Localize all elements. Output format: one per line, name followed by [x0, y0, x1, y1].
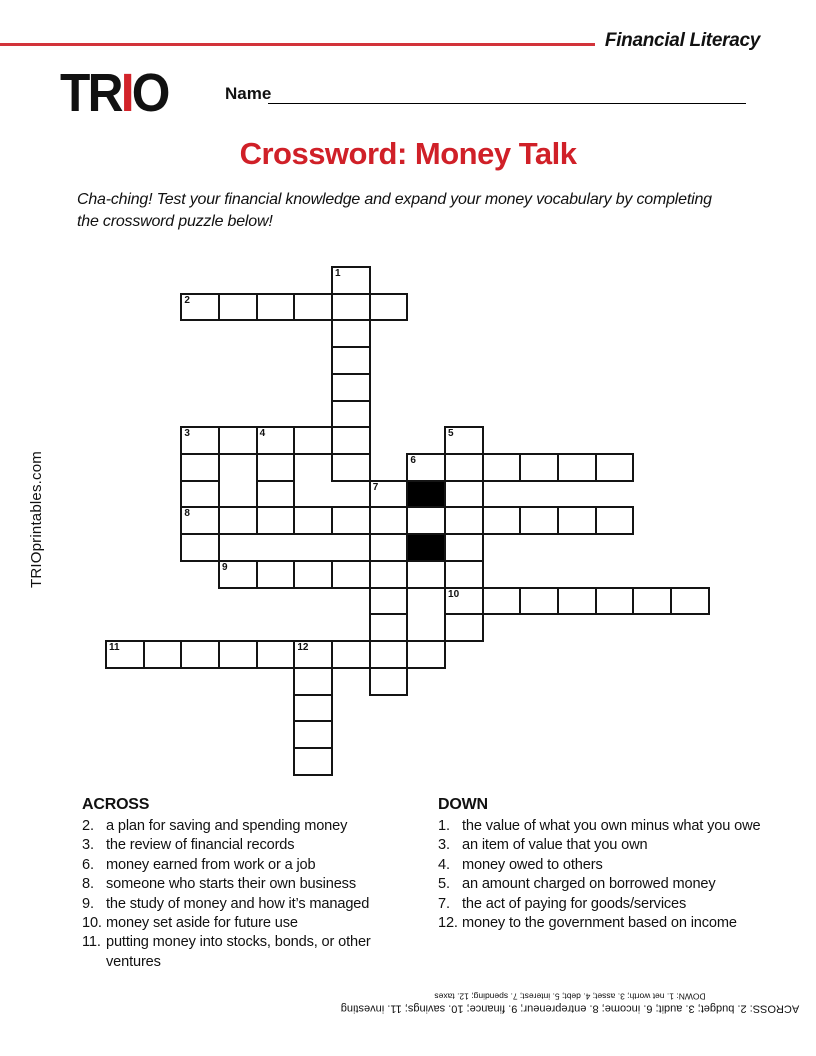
grid-cell[interactable]	[256, 640, 296, 669]
grid-cell[interactable]	[143, 640, 183, 669]
grid-cell[interactable]	[406, 453, 446, 482]
grid-cell[interactable]	[444, 506, 484, 535]
grid-cell[interactable]	[293, 640, 333, 669]
grid-cell[interactable]	[331, 373, 371, 402]
grid-cell[interactable]	[519, 587, 559, 616]
grid-cell[interactable]	[331, 426, 371, 455]
grid-cell-number: 9	[222, 561, 228, 573]
grid-cell[interactable]	[632, 587, 672, 616]
grid-cell[interactable]	[331, 640, 371, 669]
grid-cell[interactable]	[331, 560, 371, 589]
grid-cell-number: 3	[184, 428, 190, 440]
grid-cell[interactable]	[293, 747, 333, 776]
grid-cell[interactable]	[180, 640, 220, 669]
grid-cell[interactable]	[331, 400, 371, 429]
grid-cell[interactable]	[293, 506, 333, 535]
grid-cell[interactable]	[369, 613, 409, 642]
grid-cell-number: 1	[335, 268, 341, 279]
grid-cell[interactable]	[444, 560, 484, 589]
grid-cell-number: 2	[184, 294, 190, 306]
grid-cell[interactable]	[369, 533, 409, 562]
clue-item	[438, 817, 778, 836]
grid-cell-number: 12	[297, 642, 309, 654]
grid-cell-number: 6	[410, 455, 416, 467]
down-header: DOWN	[438, 796, 488, 813]
grid-cell[interactable]	[180, 453, 220, 482]
grid-cell[interactable]	[218, 506, 258, 535]
clue-item	[438, 895, 778, 914]
grid-cell[interactable]	[557, 453, 597, 482]
clue-text: the act of paying for goods/services	[462, 895, 687, 912]
clue-text: money owed to others	[462, 856, 603, 873]
answer-key-down: DOWN: 1. net worth; 3. asset; 4. debt; 5. interest; 7. spending; 12. taxes	[434, 991, 706, 1002]
grid-cell[interactable]	[595, 587, 635, 616]
grid-cell[interactable]	[293, 694, 333, 723]
grid-cell[interactable]	[557, 587, 597, 616]
clue-number: 8.	[82, 876, 94, 893]
grid-cell[interactable]	[256, 480, 296, 509]
logo-text-black-1: TR	[60, 63, 121, 123]
grid-cell[interactable]	[293, 667, 333, 696]
grid-cell[interactable]	[218, 640, 258, 669]
grid-black-cell	[406, 533, 446, 562]
clue-text: someone who starts their own business	[106, 876, 356, 893]
grid-cell[interactable]	[557, 506, 597, 535]
grid-cell[interactable]	[369, 480, 409, 509]
grid-cell[interactable]	[105, 640, 145, 669]
clue-item	[82, 933, 422, 972]
clue-text: putting money into stocks, bonds, or other ventures	[106, 934, 371, 970]
grid-cell-number: 10	[448, 588, 460, 600]
site-url-vertical: TRIOprintables.com	[28, 451, 45, 588]
grid-cell[interactable]	[180, 506, 220, 535]
grid-cell[interactable]	[293, 426, 333, 455]
grid-cell-number: 11	[109, 642, 120, 654]
name-input-line[interactable]	[268, 86, 746, 104]
grid-cell[interactable]	[369, 293, 409, 322]
clue-text: a plan for saving and spending money	[106, 818, 348, 834]
clue-text: an item of value that you own	[462, 837, 648, 854]
grid-cell[interactable]	[218, 560, 258, 589]
grid-cell-number: 4	[259, 428, 266, 440]
grid-cell[interactable]	[180, 293, 220, 322]
grid-cell[interactable]	[256, 426, 296, 455]
grid-cell[interactable]	[180, 533, 220, 562]
clue-item	[438, 875, 778, 894]
grid-cell[interactable]	[180, 480, 220, 509]
grid-cell[interactable]	[293, 560, 333, 589]
grid-cell[interactable]	[256, 506, 296, 535]
grid-cell[interactable]	[670, 587, 710, 616]
logo-text-red: I	[120, 63, 132, 123]
grid-cell[interactable]	[369, 667, 409, 696]
answer-key-across: ACROSS: 2. budget; 3. audit; 6. income; 8. entrepreneur; 9. finance; 10. savings; 11. investing	[340, 1002, 800, 1015]
clue-item	[82, 856, 422, 875]
crossword-grid	[105, 266, 715, 776]
grid-cell[interactable]	[482, 587, 522, 616]
clue-number: 11.	[82, 934, 101, 951]
grid-cell[interactable]	[444, 613, 484, 642]
clue-number: 7.	[438, 895, 450, 912]
answer-key-flipped	[330, 990, 810, 1015]
grid-cell[interactable]	[595, 506, 635, 535]
grid-cell[interactable]	[256, 293, 296, 322]
clue-number: 12.	[438, 915, 458, 932]
grid-cell[interactable]	[256, 560, 296, 589]
clue-number: 5.	[438, 876, 450, 893]
grid-cell-number: 7	[372, 481, 379, 493]
page-title: Crossword: Money Talk	[239, 136, 577, 171]
intro-text: Cha-ching! Test your financial knowledge and expand your money vocabulary by completing the crossword puzzle below!	[77, 191, 712, 231]
grid-cell-number: 8	[184, 508, 190, 520]
clue-number: 4.	[438, 856, 450, 873]
header-red-rule	[0, 43, 595, 46]
grid-cell[interactable]	[444, 533, 484, 562]
clue-text: the review of financial records	[106, 837, 295, 854]
across-clue-list	[82, 817, 422, 972]
grid-cell[interactable]	[482, 506, 522, 535]
clue-number: 2.	[82, 818, 94, 834]
clue-item	[438, 914, 778, 933]
clue-text: an amount charged on borrowed money	[462, 876, 716, 893]
grid-cell[interactable]	[218, 293, 258, 322]
clue-number: 3.	[438, 837, 450, 854]
clue-text: the value of what you own minus what you owe	[462, 818, 761, 834]
clue-item	[82, 817, 422, 836]
grid-cell[interactable]	[331, 319, 371, 348]
grid-cell[interactable]	[180, 426, 220, 455]
grid-cell[interactable]	[406, 640, 446, 669]
grid-cell[interactable]	[406, 506, 446, 535]
clue-item	[82, 914, 422, 933]
grid-cell[interactable]	[482, 453, 522, 482]
clue-item	[82, 875, 422, 894]
clue-text: money earned from work or a job	[106, 856, 316, 873]
grid-cell[interactable]	[331, 453, 371, 482]
clue-number: 1.	[438, 818, 450, 834]
grid-cell[interactable]	[331, 506, 371, 535]
grid-cell[interactable]	[444, 587, 484, 616]
grid-cell[interactable]	[444, 480, 484, 509]
clue-item	[438, 856, 778, 875]
across-header: ACROSS	[82, 796, 150, 813]
down-clues-section	[438, 796, 778, 933]
grid-cell[interactable]	[293, 720, 333, 749]
clue-item	[82, 895, 422, 914]
grid-cell[interactable]	[331, 266, 371, 295]
category-label: Financial Literacy	[604, 30, 760, 51]
clue-item	[438, 836, 778, 855]
grid-black-cell	[406, 480, 446, 509]
clue-number: 9.	[82, 895, 94, 912]
grid-cell[interactable]	[406, 560, 446, 589]
grid-cell[interactable]	[331, 346, 371, 375]
clue-text: money set aside for future use	[106, 915, 298, 932]
clue-text: money to the government based on income	[462, 915, 737, 932]
grid-cell[interactable]	[519, 453, 559, 482]
grid-cell[interactable]	[369, 560, 409, 589]
grid-cell[interactable]	[369, 587, 409, 616]
clue-text: the study of money and how it’s managed	[106, 895, 370, 912]
grid-cell[interactable]	[256, 453, 296, 482]
grid-cell[interactable]	[369, 640, 409, 669]
grid-cell[interactable]	[519, 506, 559, 535]
grid-cell[interactable]	[331, 293, 371, 322]
grid-cell[interactable]	[218, 426, 258, 455]
trio-logo	[60, 63, 168, 123]
clue-number: 10.	[82, 915, 102, 932]
clue-number: 3.	[82, 837, 94, 854]
grid-cell[interactable]	[444, 426, 484, 455]
across-clues-section	[82, 796, 422, 972]
grid-cell[interactable]	[293, 293, 333, 322]
clue-number: 6.	[82, 856, 94, 873]
grid-cell[interactable]	[444, 453, 484, 482]
grid-cell[interactable]	[369, 506, 409, 535]
name-label: Name	[225, 84, 272, 103]
logo-text-black-2: O	[131, 63, 168, 123]
grid-cell-number: 5	[448, 428, 454, 440]
clue-item	[82, 836, 422, 855]
grid-cell[interactable]	[595, 453, 635, 482]
down-clue-list	[438, 817, 778, 933]
